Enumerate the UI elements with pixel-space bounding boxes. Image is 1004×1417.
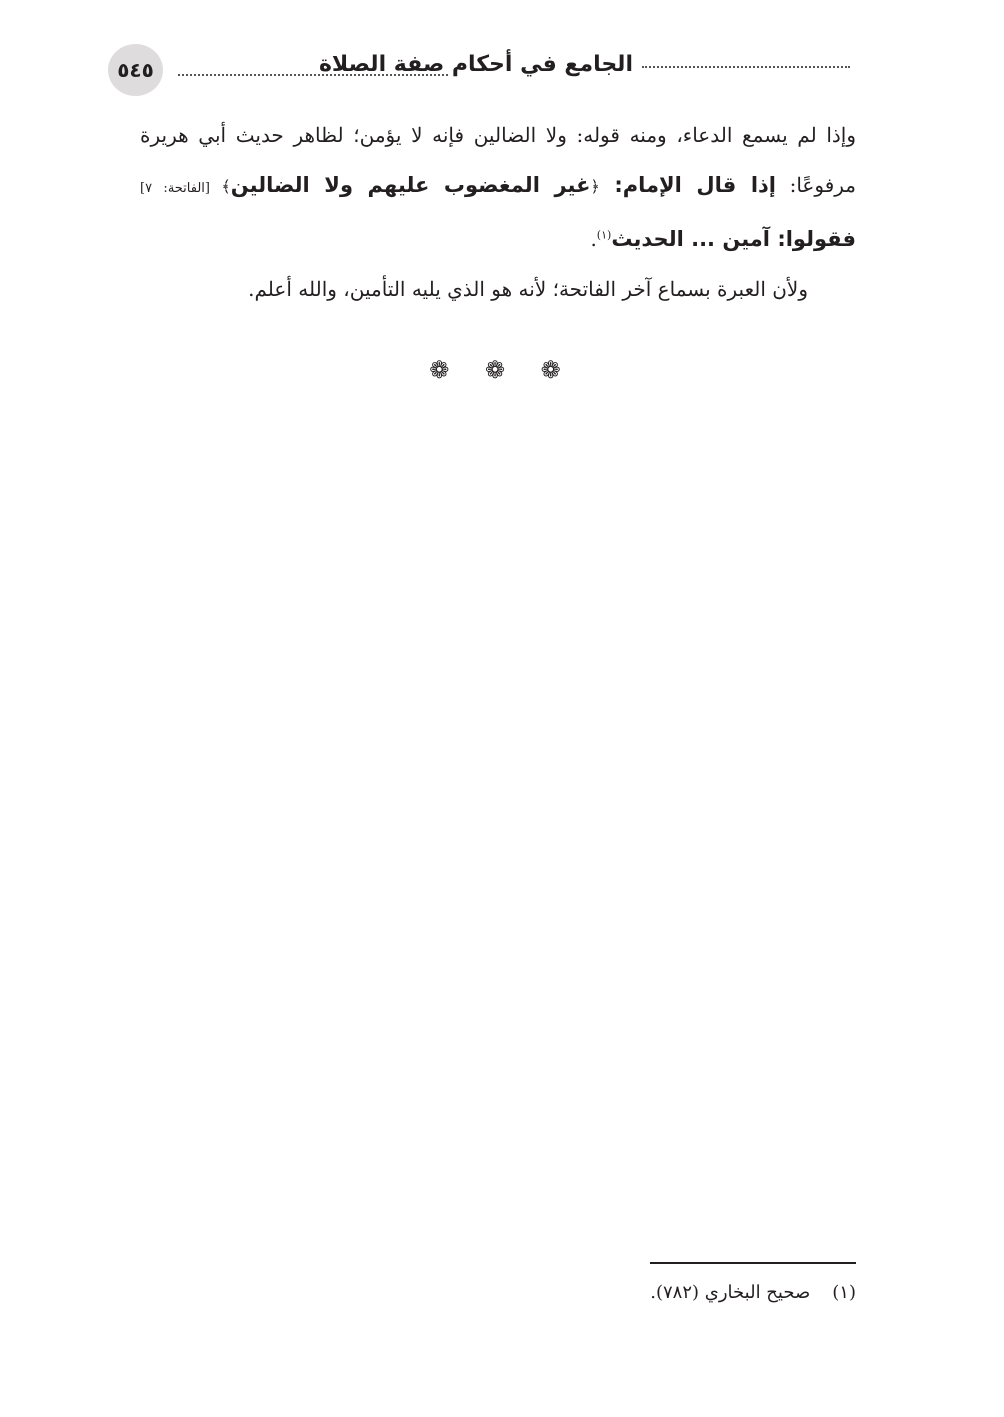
footnote-marker[interactable]: (١): [596, 228, 612, 242]
paragraph-2: ولأن العبرة بسماع آخر الفاتحة؛ لأنه هو الذي يليه التأمين، والله أعلم.: [248, 277, 808, 301]
paragraph-1: [140, 110, 856, 264]
dotted-leader-right: [642, 66, 850, 68]
running-title: الجامع في أحكام صفة الصلاة: [318, 52, 633, 77]
quran-bracket-open: ﴿: [590, 177, 600, 196]
section-separator-ornament: ❁ ❁ ❁: [429, 356, 575, 384]
footnote-text: صحيح البخاري (٧٨٢).: [650, 1282, 811, 1303]
hadith-intro: إذا قال الإمام:: [599, 173, 776, 197]
page-header: [108, 44, 850, 96]
page-number: ٥٤٥: [108, 44, 163, 96]
footnote-1: [140, 1278, 856, 1308]
quran-bracket-close: ﴾: [221, 177, 231, 196]
paragraph-1-text: وإذا لم يسمع الدعاء، ومنه قوله: ولا الضالين فإنه لا يؤمن؛ لظاهر حديث أبي هريرة مرفوعًا:: [140, 123, 857, 197]
footnote-rule: [650, 1262, 856, 1264]
quran-quote: غير المغضوب عليهم ولا الضالين: [230, 173, 591, 197]
hadith-continuation: فقولوا: آمين ... الحديث: [611, 227, 856, 251]
surah-reference: [الفاتحة: ٧]: [140, 181, 222, 196]
main-text: [140, 110, 856, 314]
paragraph-1-end: .: [590, 227, 597, 251]
footnote-number: (١): [832, 1282, 856, 1303]
